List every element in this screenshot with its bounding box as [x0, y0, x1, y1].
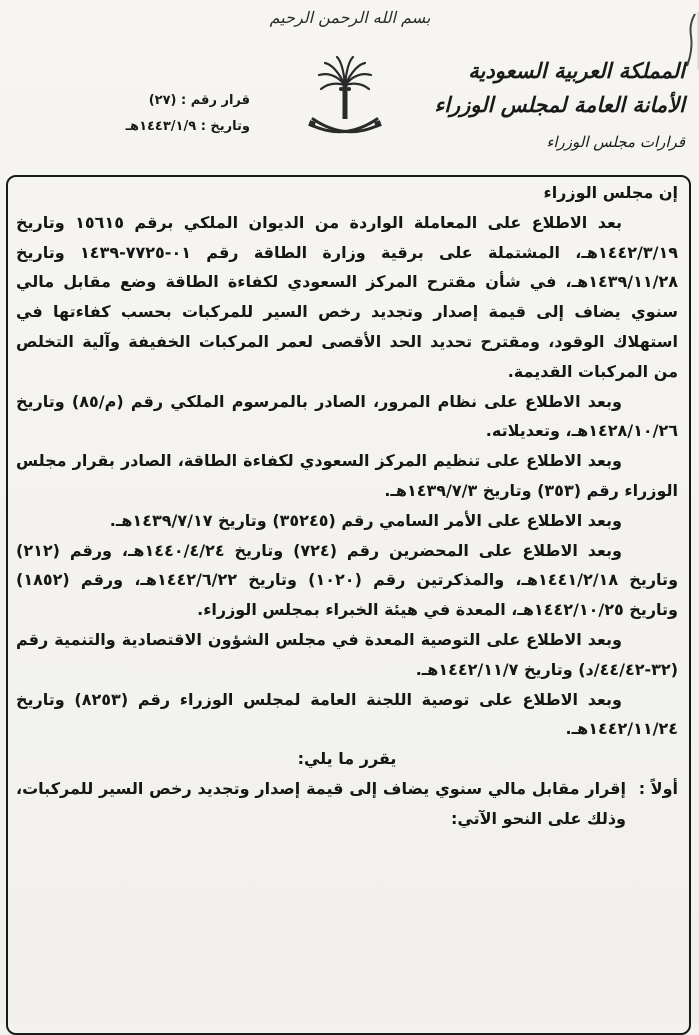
decision-item [16, 774, 678, 834]
paragraph: وبعد الاطلاع على المحضرين رقم (٧٢٤) وتاريخ ١٤٤٠/٤/٢٤هـ، ورقم (٢١٢) وتاريخ ١٤٤١/٢/١٨هـ، والمذكرتين رقم (١٠٢٠) وتاريخ ١٤٤٢/٦/٢٢هـ، ورقم (١٨٥٢) وتاريخ ١٤٤٢/١٠/٢٥هـ، المعدة في هيئة الخبراء بمجلس الوزراء. [16, 540, 679, 620]
paragraph: وبعد الاطلاع على نظام المرور، الصادر بالمرسوم الملكي رقم (م/٨٥) وتاريخ ١٤٢٨/١٠/٢٦هـ، وتعديلاته. [16, 391, 678, 441]
basmala-calligraphy: بسم الله الرحمن الرحيم [269, 8, 431, 27]
saudi-emblem-icon [305, 55, 385, 145]
decision-date: وتاريخ : ١٤٤٣/١/٩هـ [125, 119, 250, 134]
item-label: أولاً : [638, 778, 678, 798]
decides-heading: يقرر ما يلي: [297, 749, 397, 769]
kingdom-title: المملكة العربية السعودية [468, 58, 685, 83]
decision-meta [100, 88, 250, 140]
item-text: إقرار مقابل مالي سنوي يضاف إلى قيمة إصدار وتجديد رخص السير للمركبات، وذلك على النحو الآتي: [16, 778, 626, 828]
decision-body [16, 178, 678, 834]
secretariat-title: الأمانة العامة لمجلس الوزراء [434, 92, 685, 117]
section-title: قرارات مجلس الوزراء [546, 133, 685, 151]
paragraph: بعد الاطلاع على المعاملة الواردة من الديوان الملكي برقم ١٥٦١٥ وتاريخ ١٤٤٢/٣/١٩هـ، المشتملة على برقية وزارة الطاقة رقم ٠١-٧٧٢٥-١٤٣٩ وتاريخ ١٤٣٩/١١/٢٨هـ، في شأن مقترح المركز السعودي لكفاءة الطاقة وضع مقابل مالي سنوي يضاف إلى قيمة إصدار وتجديد رخص السير للمركبات بحسب كفاءتها في استهلاك الوقود، ومقترح تحديد الحد الأقصى لعمر المركبات الخفيفة وآلية التخلص من المركبات القديمة. [16, 212, 678, 381]
opening-line: إن مجلس الوزراء [543, 183, 678, 202]
decision-number: قرار رقم : (٢٧) [148, 93, 250, 108]
paragraph: وبعد الاطلاع على التوصية المعدة في مجلس الشؤون الاقتصادية والتنمية رقم (٣٢-٤٤/٤٢/د) وتاريخ ١٤٤٢/١١/٧هـ. [16, 629, 678, 679]
paragraph: وبعد الاطلاع على تنظيم المركز السعودي لكفاءة الطاقة، الصادر بقرار مجلس الوزراء رقم (٣٥٣) وتاريخ ١٤٣٩/٧/٣هـ. [16, 451, 678, 500]
issuer-header [434, 54, 685, 154]
paragraph: وبعد الاطلاع على الأمر السامي رقم (٣٥٢٤٥) وتاريخ ١٤٣٩/٧/١٧هـ. [109, 510, 622, 530]
paragraph: وبعد الاطلاع على توصية اللجنة العامة لمجلس الوزراء رقم (٨٢٥٣) وتاريخ ١٤٤٢/١١/٢٤هـ. [16, 689, 678, 739]
